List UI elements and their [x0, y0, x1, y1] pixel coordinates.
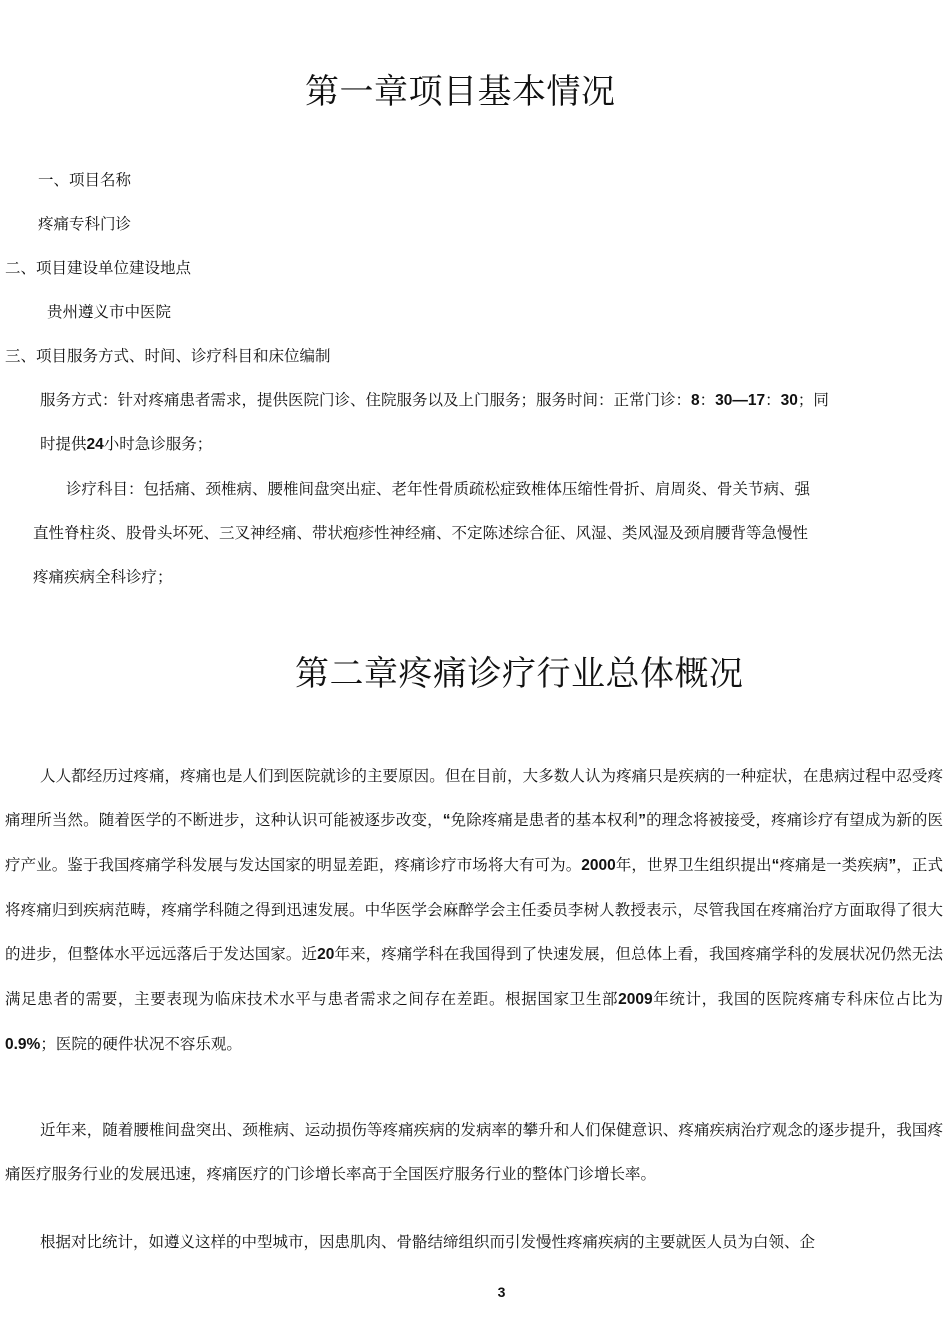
section-1-heading: 一、项目名称 [38, 171, 132, 189]
chapter-1-title: 第一章项目基本情况 [305, 72, 616, 112]
service-method-line: 服务方式：针对疼痛患者需求，提供医院门诊、住院服务以及上门服务；服务时间：正常门诊：8：30—17：30；同 [40, 391, 829, 409]
paragraph-1: 人人都经历过疼痛，疼痛也是人们到医院就诊的主要原因。但在目前，大多数人认为疼痛只是疾病的一种症状，在患病过程中忍受疼痛理所当然。随着医学的不断进步，这种认识可能被逐步改变，“免除疼痛是患者的基本权利”的理念将被接受，疼痛诊疗有望成为新的医疗产业。鉴于我国疼痛学科发展与发达国家的明显差距，疼痛诊疗市场将大有可为。2000年，世界卫生组织提出“疼痛是一类疾病”，正式将疼痛归到疾病范畴，疼痛学科随之得到迅速发展。中华医学会麻醉学会主任委员李树人教授表示，尽管我国在疼痛治疗方面取得了很大的进步，但整体水平远远落后于发达国家。近20年来，疼痛学科在我国得到了快速发展，但总体上看，我国疼痛学科的发展状况仍然无法满足患者的需要，主要表现为临床技术水平与患者需求之间存在差距。根据国家卫生部2009年统计，我国的医院疼痛专科床位占比为0.9%；医院的硬件状况不容乐观。 [5, 767, 943, 1053]
paragraph-3: 根据对比统计，如遵义这样的中型城市，因患肌肉、骨骼结缔组织而引发慢性疼痛疾病的主要就医人员为白领、企 [40, 1233, 816, 1251]
page-number: 3 [497, 1284, 506, 1300]
chapter-2-title: 第二章疼痛诊疗行业总体概况 [295, 654, 744, 694]
subjects-line-3: 疼痛疾病全科诊疗； [33, 568, 173, 586]
section-2-heading: 二、项目建设单位建设地点 [5, 259, 192, 277]
subjects-line-2: 直性脊柱炎、股骨头坏死、三叉神经痛、带状疱疹性神经痛、不定陈述综合征、风湿、类风湿及颈肩腰背等急慢性 [33, 524, 809, 542]
emergency-service-line: 时提供24小时急诊服务； [40, 435, 213, 453]
project-location: 贵州遵义市中医院 [47, 303, 172, 321]
project-name: 疼痛专科门诊 [38, 215, 132, 233]
subjects-line-1: 诊疗科目：包括痛、颈椎病、腰椎间盘突出症、老年性骨质疏松症致椎体压缩性骨折、肩周炎、骨关节病、强 [66, 480, 811, 498]
paragraph-2: 近年来，随着腰椎间盘突出、颈椎病、运动损伤等疼痛疾病的发病率的攀升和人们保健意识、疼痛疾病治疗观念的逐步提升，我国疼痛医疗服务行业的发展迅速，疼痛医疗的门诊增长率高于全国医疗服务行业的整体门诊增长率。 [5, 1121, 943, 1183]
section-3-heading: 三、项目服务方式、时间、诊疗科目和床位编制 [5, 347, 331, 365]
